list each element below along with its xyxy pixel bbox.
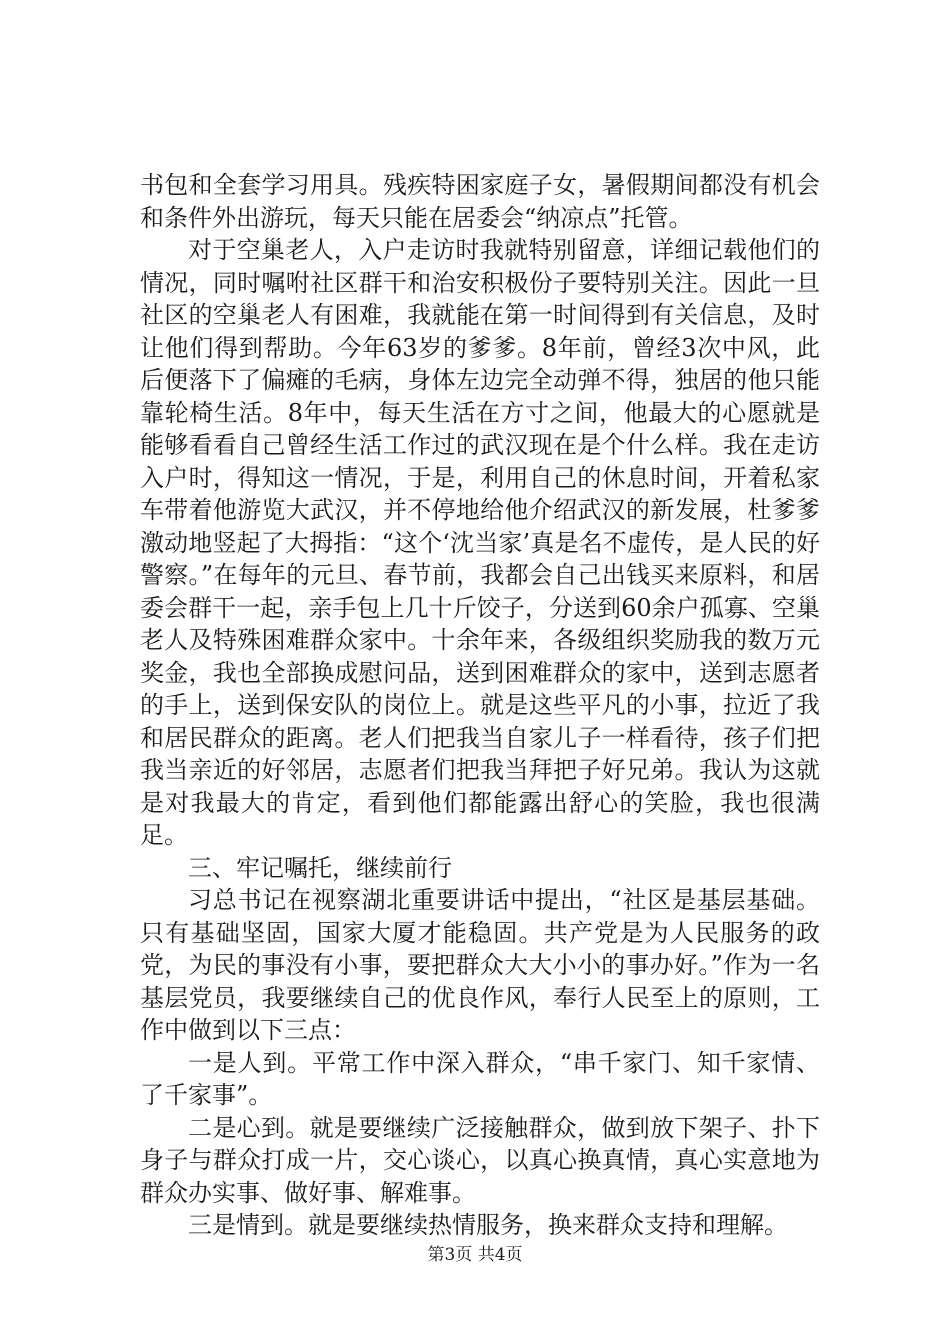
paragraph-speech-quote: 习总书记在视察湖北重要讲话中提出，“社区是基层基础。只有基础坚固，国家大厦才能稳固。共产党是为人民服务的政党，为民的事没有小事，要把群众大大小小的事办好。”作为一名基层党员，我要继续自己的优良作风，奉行人民至上的原则，工作中做到以下三点：: [140, 886, 820, 1044]
document-body: [140, 169, 820, 1242]
page-number-footer: 第3页 共4页: [427, 1245, 523, 1265]
section-heading-three: 三、牢记嘱托，继续前行: [188, 853, 452, 882]
paragraph-point-three: 三是情到。就是要继续热情服务，换来群众支持和理解。: [188, 1211, 788, 1239]
paragraph-point-one: 一是人到。平常工作中深入群众，“串千家门、知千家情、了千家事”。: [140, 1048, 820, 1109]
paragraph-empty-nest-elderly: 对于空巢老人，入户走访时我就特别留意，详细记载他们的情况，同时嘱咐社区群干和治安积极份子要特别关注。因此一旦社区的空巢老人有困难，我就能在第一时间得到有关信息，及时让他们得到帮助。今年63岁的爹爹。8年前，曾经3次中风，此后便落下了偏瘫的毛病，身体左边完全动弹不得，独居的他只能靠轮椅生活。8年中，每天生活在方寸之间，他最大的心愿就是能够看看自己曾经生活工作过的武汉现在是个什么样。我在走访入户时，得知这一情况，于是，利用自己的休息时间，开着私家车带着他游览大武汉，并不停地给他介绍武汉的新发展，杜爹爹激动地竖起了大拇指：“这个‘沈当家’真是名不虚传，是人民的好警察。”在每年的元旦、春节前，我都会自己出钱买来原料，和居委会群干一起，亲手包上几十斤饺子，分送到60余户孤寡、空巢老人及特殊困难群众家中。十余年来，各级组织奖励我的数万元奖金，我也全部换成慰问品，送到困难群众的家中，送到志愿者的手上，送到保安队的岗位上。就是这些平凡的小事，拉近了我和居民群众的距离。老人们把我当自家儿子一样看待，孩子们把我当亲近的好邻居，志愿者们把我当拜把子好兄弟。我认为这就是对我最大的肯定，看到他们都能露出舒心的笑脸，我也很满足。: [140, 236, 820, 849]
paragraph-point-two: 二是心到。就是要继续广泛接触群众，做到放下架子、扑下身子与群众打成一片，交心谈心，以真心换真情，真心实意地为群众办实事、做好事、解难事。: [140, 1113, 820, 1207]
paragraph-school-supplies: 书包和全套学习用具。残疾特困家庭子女，暑假期间都没有机会和条件外出游玩，每天只能在居委会“纳凉点”托管。: [140, 171, 820, 232]
